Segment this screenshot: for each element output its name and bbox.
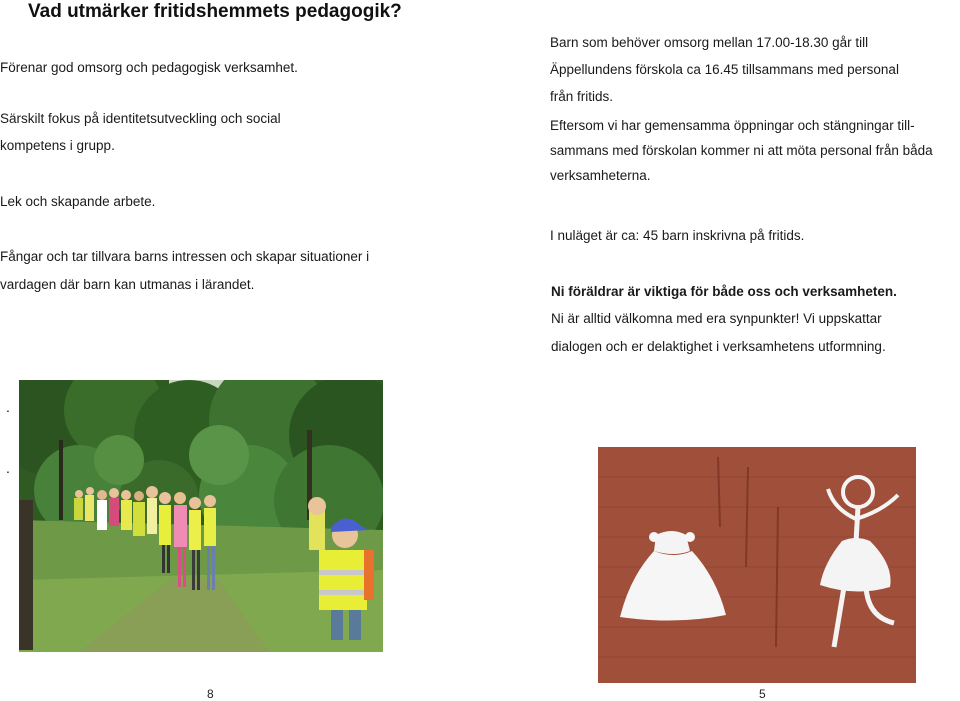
text-line-omsorg: Förenar god omsorg och pedagogisk verksamhet. [0, 60, 298, 75]
page-number-left: 8 [207, 687, 214, 701]
text-line-sammans: sammans med förskolan kommer ni att möta personal från båda [550, 143, 933, 158]
page-title: Vad utmärker fritidshemmets pedagogik? [28, 1, 402, 22]
page-number-right: 5 [759, 687, 766, 701]
text-line-vardagen: vardagen där barn kan utmanas i lärandet. [0, 277, 255, 292]
text-line-fran-fritids: från fritids. [550, 89, 614, 104]
text-line-eftersom: Eftersom vi har gemensamma öppningar och stängningar till- [550, 118, 915, 133]
text-line-appellunden: Äppellundens förskola ca 16.45 tillsammans med personal [550, 62, 899, 77]
text-line-fokus: Särskilt fokus på identitetsutveckling och social [0, 111, 281, 126]
wall-art-photo [598, 447, 916, 683]
text-line-omsorg-tid: Barn som behöver omsorg mellan 17.00-18.30 går till [550, 35, 869, 50]
children-forest-photo [19, 380, 383, 652]
text-line-lek: Lek och skapande arbete. [0, 194, 156, 209]
bullet-dot: . [6, 460, 10, 476]
text-line-kompetens: kompetens i grupp. [0, 138, 115, 153]
text-line-foraldrar: Ni föräldrar är viktiga för både oss och verksamheten. [551, 284, 897, 299]
text-line-dialogen: dialogen och er delaktighet i verksamhetens utformning. [551, 339, 886, 354]
text-line-valkomna: Ni är alltid välkomna med era synpunkter! Vi uppskattar [551, 311, 882, 326]
text-line-inskrivna: I nuläget är ca: 45 barn inskrivna på fritids. [550, 228, 805, 243]
bullet-dot: . [6, 399, 10, 415]
text-line-fangar: Fångar och tar tillvara barns intressen och skapar situationer i [0, 249, 370, 264]
text-line-verksamheterna: verksamheterna. [550, 168, 651, 183]
